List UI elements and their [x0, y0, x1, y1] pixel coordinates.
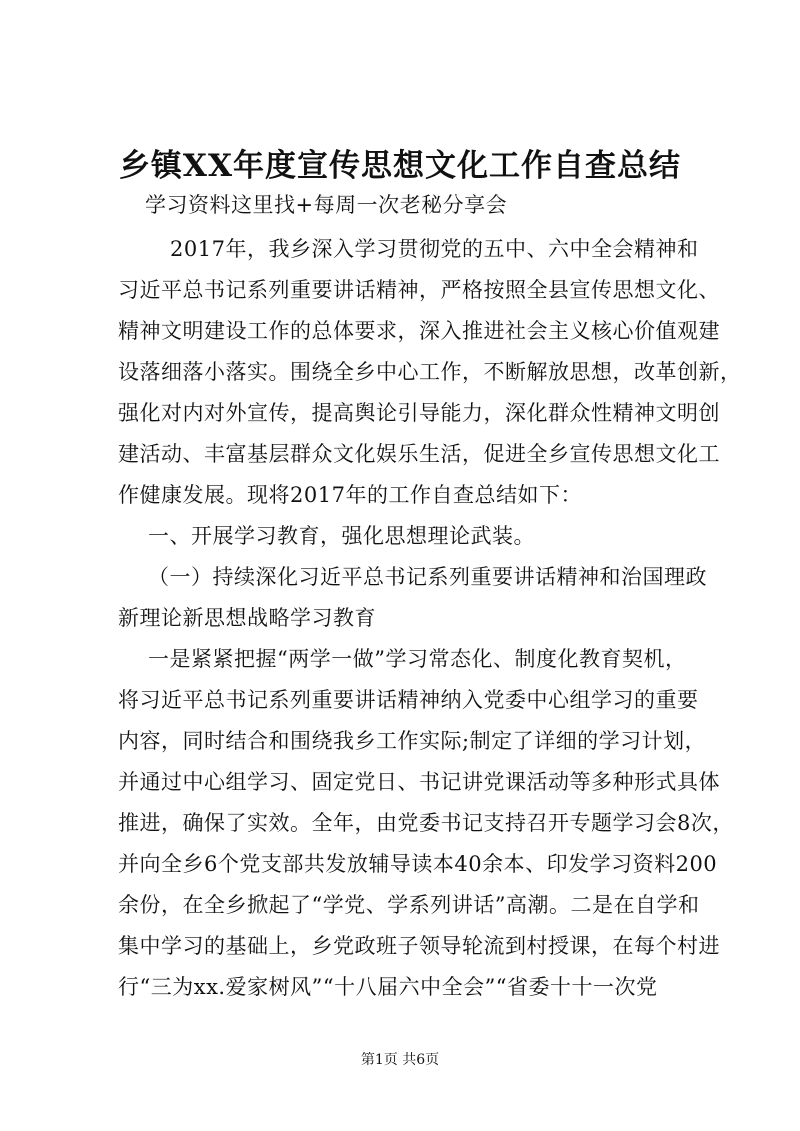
- subsection-heading: （一）持续深化习近平总书记系列重要讲话精神和治国理政: [148, 565, 707, 589]
- paragraph-line: 集中学习的基础上，乡党政班子领导轮流到村授课，在每个村进: [118, 934, 720, 958]
- paragraph-line: 习近平总书记系列重要讲话精神，严格按照全县宣传思想文化、: [118, 278, 720, 302]
- paragraph-line: 行“三为xx.爱家树风”“十八届六中全会”“省委十十一次党: [118, 975, 658, 999]
- paragraph-line: 建活动、丰富基层群众文化娱乐生活，促进全乡宣传思想文化工: [118, 442, 720, 466]
- paragraph-line: 推进，确保了实效。全年，由党委书记支持召开专题学习会8次，: [118, 811, 734, 835]
- document-title: 乡镇XX年度宣传思想文化工作自查总结: [118, 148, 682, 184]
- paragraph-line: 并通过中心组学习、固定党日、书记讲党课活动等多种形式具体: [118, 770, 720, 794]
- section-heading: 一、开展学习教育，强化思想理论武装。: [148, 524, 535, 548]
- paragraph-line: 强化对内对外宣传，提高舆论引导能力，深化群众性精神文明创: [118, 401, 720, 425]
- paragraph-line: 一是紧紧把握“两学一做”学习常态化、制度化教育契机，: [148, 647, 687, 671]
- paragraph-line: 2017年，我乡深入学习贯彻党的五中、六中全会精神和: [170, 237, 699, 261]
- subtitle-line: 学习资料这里找+每周一次老秘分享会: [145, 193, 508, 217]
- paragraph-line: 设落细落小落实。围绕全乡中心工作，不断解放思想，改革创新，: [118, 360, 742, 384]
- page-footer: 第1页 共6页: [360, 1052, 440, 1068]
- paragraph-line: 余份，在全乡掀起了“学党、学系列讲话”高潮。二是在自学和: [118, 893, 700, 917]
- subsection-heading: 新理论新思想战略学习教育: [118, 606, 376, 630]
- paragraph-line: 精神文明建设工作的总体要求，深入推进社会主义核心价值观建: [118, 319, 720, 343]
- paragraph-line: 内容，同时结合和围绕我乡工作实际;制定了详细的学习计划，: [118, 729, 707, 753]
- paragraph-line: 作健康发展。现将2017年的工作自查总结如下：: [118, 483, 582, 507]
- paragraph-line: 并向全乡6个党支部共发放辅导读本40余本、印发学习资料200: [118, 852, 718, 876]
- paragraph-line: 将习近平总书记系列重要讲话精神纳入党委中心组学习的重要: [118, 688, 699, 712]
